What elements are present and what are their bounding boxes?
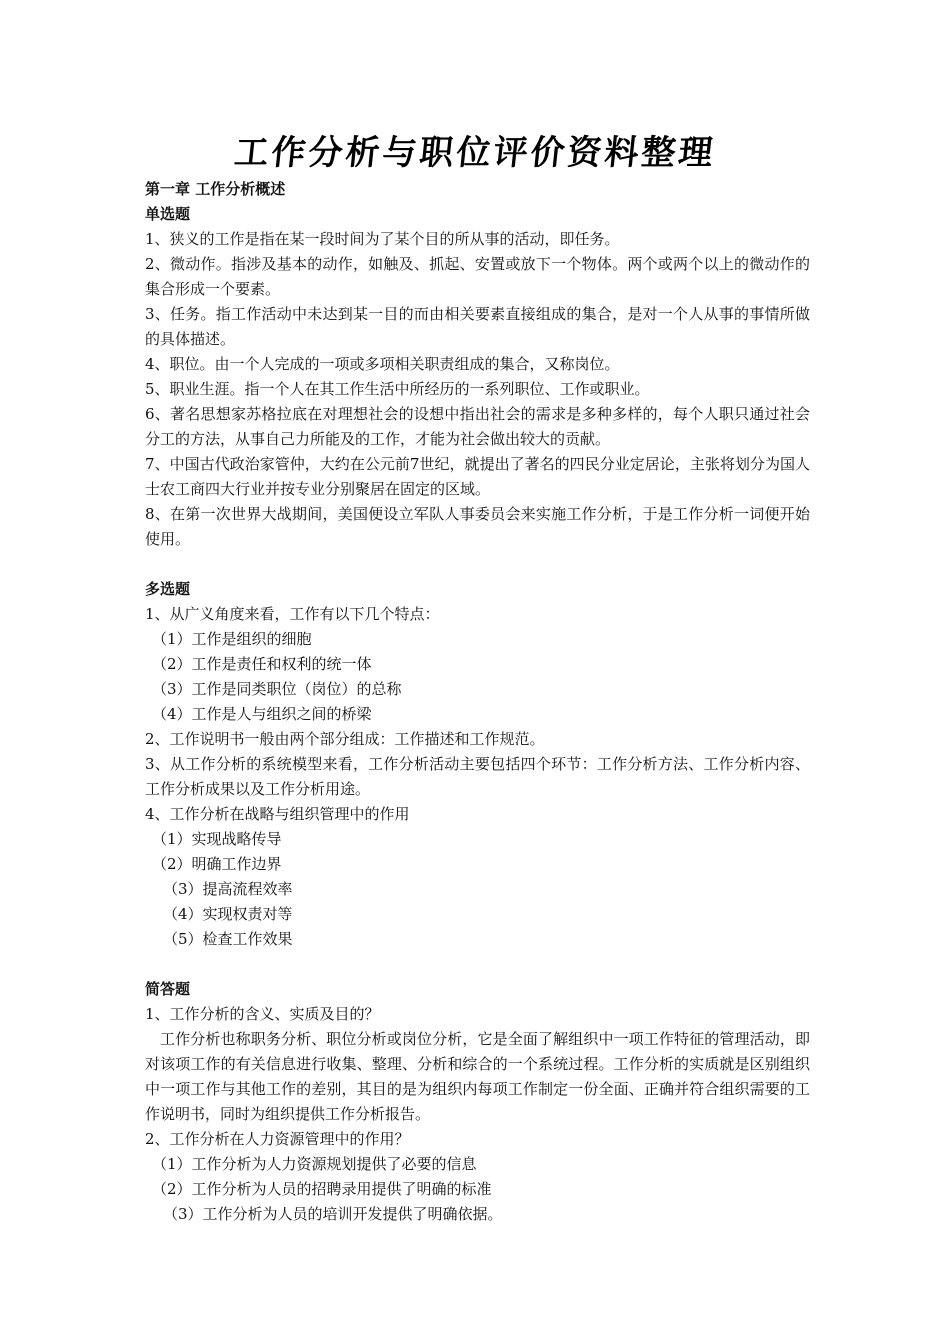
- single-choice-item-5: 5、职业生涯。指一个人在其工作生活中所经历的一系列职位、工作或职业。: [145, 380, 650, 398]
- short-answer-question-1: 1、工作分析的含义、实质及目的？: [145, 1005, 380, 1023]
- section-spacer: [145, 952, 810, 977]
- short-answer-answer-1: 工作分析也称职务分析、职位分析或岗位分析，它是全面了解组织中一项工作特征的管理活动，即对该项工作的有关信息进行收集、整理、分析和综合的一个系统过程。工作分析的实质就是区别组织中一项工作与其他工作的差别，其目的是为组织内每项工作制定一份全面、正确并符合组织需要的工作说明书，同时为组织提供工作分析报告。: [145, 1030, 810, 1123]
- section-spacer: [145, 552, 810, 577]
- multiple-choice-q4-point: （5）检查工作效果: [163, 930, 293, 948]
- multiple-choice-q4-point: （3）提高流程效率: [163, 880, 293, 898]
- multiple-choice-heading: 多选题: [145, 580, 191, 598]
- single-choice-item-7: 7、中国古代政治家管仲，大约在公元前7世纪，就提出了著名的四民分业定居论，主张将划分为国人士农工商四大行业并按专业分别聚居在固定的区域。: [145, 455, 810, 498]
- multiple-choice-q4-point: （2）明确工作边界: [152, 855, 282, 873]
- chapter-heading: 第一章 工作分析概述: [145, 180, 286, 198]
- document-title: 工作分析与职位评价资料整理: [232, 133, 718, 173]
- document-body: [145, 177, 810, 1227]
- single-choice-item-6: 6、著名思想家苏格拉底在对理想社会的设想中指出社会的需求是多种多样的，每个人职只通过社会分工的方法，从事自己力所能及的工作，才能为社会做出较大的贡献。: [145, 405, 810, 448]
- single-choice-item-8: 8、在第一次世界大战期间，美国便设立军队人事委员会来实施工作分析，于是工作分析一词便开始使用。: [145, 505, 810, 548]
- short-answer-question-2: 2、工作分析在人力资源管理中的作用？: [145, 1130, 410, 1148]
- multiple-choice-q4-point: （1）实现战略传导: [152, 830, 282, 848]
- single-choice-item-1: 1、狭义的工作是指在某一段时间为了某个目的所从事的活动，即任务。: [145, 230, 620, 248]
- multiple-choice-question-2: 2、工作说明书一般由两个部分组成：工作描述和工作规范。: [145, 730, 545, 748]
- single-choice-item-3: 3、任务。指工作活动中未达到某一目的而由相关要素直接组成的集合，是对一个人从事的事情所做的具体描述。: [145, 305, 810, 348]
- single-choice-heading: 单选题: [145, 205, 191, 223]
- short-answer-heading: 简答题: [145, 980, 191, 998]
- multiple-choice-q1-point: （1）工作是组织的细胞: [152, 630, 312, 648]
- single-choice-item-4: 4、职位。由一个人完成的一项或多项相关职责组成的集合，又称岗位。: [145, 355, 620, 373]
- multiple-choice-question-1: 1、从广义角度来看，工作有以下几个特点：: [145, 605, 440, 623]
- multiple-choice-q1-point: （4）工作是人与组织之间的桥梁: [152, 705, 372, 723]
- short-answer-q2-point: （3）工作分析为人员的培训开发提供了明确依据。: [163, 1205, 503, 1223]
- short-answer-q2-point: （1）工作分析为人力资源规划提供了必要的信息: [152, 1155, 477, 1173]
- multiple-choice-q1-point: （3）工作是同类职位（岗位）的总称: [152, 680, 402, 698]
- multiple-choice-question-3: 3、从工作分析的系统模型来看，工作分析活动主要包括四个环节：工作分析方法、工作分析内容、工作分析成果以及工作分析用途。: [145, 755, 810, 798]
- short-answer-q2-point: （2）工作分析为人员的招聘录用提供了明确的标准: [152, 1180, 492, 1198]
- multiple-choice-q1-point: （2）工作是责任和权利的统一体: [152, 655, 372, 673]
- multiple-choice-q4-point: （4）实现权责对等: [163, 905, 293, 923]
- multiple-choice-question-4: 4、工作分析在战略与组织管理中的作用: [145, 805, 410, 823]
- single-choice-item-2: 2、微动作。指涉及基本的动作，如触及、抓起、安置或放下一个物体。两个或两个以上的微动作的集合形成一个要素。: [145, 255, 810, 298]
